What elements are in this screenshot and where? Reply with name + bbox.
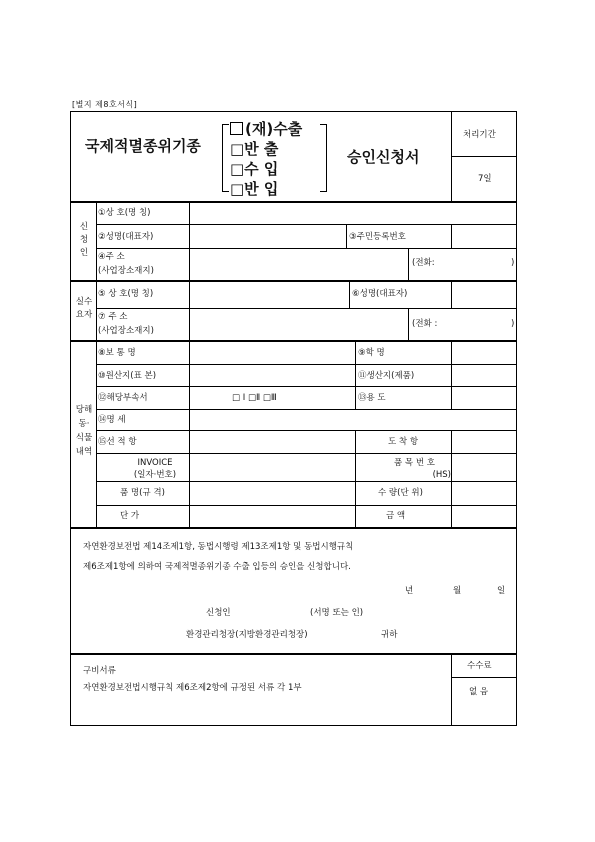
details-field[interactable] (190, 410, 517, 430)
unit-price-label: 단 가 (120, 511, 140, 521)
divider (96, 505, 517, 506)
arrival-port-label: 도 착 항 (388, 437, 419, 447)
options-bracket-right (320, 124, 327, 192)
divider (408, 309, 409, 340)
requester-section-label: 실수 요자 (75, 297, 93, 320)
amount-label: 금 액 (386, 511, 406, 521)
fee-value: 없 음 (469, 687, 489, 697)
requester-phone-label: (전화 : (412, 319, 438, 329)
divider (96, 364, 517, 365)
documents-label: 구비서류 (83, 666, 116, 676)
option-label: □반 입 (230, 180, 279, 198)
common-name-field[interactable] (190, 342, 355, 364)
date-year: 년 (405, 586, 414, 596)
use-label: ⑬용 도 (358, 393, 386, 403)
divider (70, 653, 517, 655)
divider (96, 386, 517, 387)
item-name-label: 품 명(규 격) (120, 488, 165, 498)
divider (451, 156, 517, 157)
divider (451, 430, 452, 528)
divider (96, 481, 517, 482)
option-label: (재)수출 (245, 120, 303, 138)
applicant-phone-label: (전화: (412, 258, 435, 268)
applicant-sign-label: 신청인 (206, 608, 231, 618)
production-label: ⑪생산지(제품) (358, 371, 415, 381)
divider (346, 224, 347, 248)
applicant-regno-field[interactable] (452, 225, 517, 248)
details-label: ⑭명 세 (98, 415, 126, 425)
appendix-label: ⑫해당부속서 (98, 393, 148, 403)
form-id: [별지 제8호서식] (72, 100, 138, 109)
applicant-name-label: ①상 호(명 칭) (98, 208, 151, 218)
processing-period-value: 7일 (478, 174, 492, 184)
common-name-label: ⑧보 통 명 (98, 348, 136, 358)
requester-name-field[interactable] (190, 282, 349, 308)
divider (451, 653, 452, 726)
option-reexport[interactable] (230, 122, 302, 137)
divider (96, 453, 517, 454)
divider (189, 341, 190, 528)
divider (96, 430, 517, 431)
requester-representative-field[interactable] (452, 282, 517, 308)
applicant-name-field[interactable] (190, 202, 517, 224)
divider (355, 341, 356, 409)
checkbox[interactable] (230, 122, 243, 135)
applicant-address-sub: (사업장소재지) (98, 266, 154, 276)
applicant-section-label: 신 청 인 (79, 222, 89, 258)
declaration-line-1: 자연환경보전법 제14조제1항, 동법시행령 제13조제1항 및 동법시행규칙 (83, 542, 354, 552)
species-section-label: 당해 동· 식물 내역 (75, 405, 93, 457)
scientific-name-field[interactable] (452, 342, 517, 364)
options-bracket-left (222, 124, 229, 192)
signature-note: (서명 또는 인) (310, 608, 364, 618)
declaration-line-2: 제6조제1항에 의하여 국제적멸종위기종 수출 입등의 승인을 신청합니다. (83, 562, 351, 572)
processing-period-label: 처리기간 (463, 130, 496, 140)
date-day: 일 (497, 586, 506, 596)
option-import[interactable] (230, 162, 278, 177)
quantity-label: 수 량(단 위) (378, 488, 423, 498)
option-carry-out[interactable] (230, 142, 278, 157)
requester-address-sub: (사업장소재지) (98, 326, 154, 336)
applicant-address-label: ④주 소 (98, 252, 125, 262)
divider (451, 677, 517, 678)
divider (408, 248, 409, 280)
option-carry-in[interactable] (230, 182, 278, 197)
divider (355, 430, 356, 528)
requester-name-label: ⑤ 상 호(명 칭) (98, 289, 154, 299)
applicant-representative-label: ②성명(대표자) (98, 232, 154, 242)
documents-text: 자연환경보전법시행규칙 제6조제2항에 규정된 서류 각 1부 (83, 683, 302, 693)
divider (349, 281, 350, 308)
scientific-name-label: ⑨학 명 (358, 348, 385, 358)
recipient-suffix: 귀하 (381, 630, 398, 640)
form-title-right: 승인신청서 (347, 148, 420, 166)
shipping-port-label: ⑮선 적 항 (98, 437, 137, 447)
applicant-address-field[interactable] (190, 249, 408, 280)
appendix-options[interactable]: □ Ⅰ □Ⅱ □Ⅲ (232, 393, 277, 403)
requester-address-field[interactable] (190, 309, 408, 340)
applicant-phone-close: ) (511, 258, 515, 268)
requester-representative-label: ⑥성명(대표자) (352, 289, 408, 299)
date-month: 월 (453, 586, 462, 596)
divider (70, 527, 517, 529)
form-title-left: 국제적멸종위기종 (85, 137, 201, 155)
invoice-label: INVOICE (일자·번호) (133, 458, 177, 480)
option-label: □반 출 (230, 140, 279, 158)
divider (96, 341, 97, 528)
applicant-representative-field[interactable] (190, 225, 346, 248)
fee-label: 수수료 (467, 661, 492, 671)
applicant-regno-label: ③주민등록번호 (349, 232, 406, 242)
recipient-label: 환경관리청장(지방환경관리청장) (186, 630, 308, 640)
requester-address-label: ⑦ 주 소 (98, 312, 128, 322)
divider (96, 201, 97, 341)
option-label: □수 입 (230, 160, 279, 178)
hs-code-label: 품 목 번 호 (HS) (394, 458, 451, 480)
requester-phone-close: ) (511, 319, 515, 329)
origin-label: ⑩원산지(표 본) (98, 371, 157, 381)
